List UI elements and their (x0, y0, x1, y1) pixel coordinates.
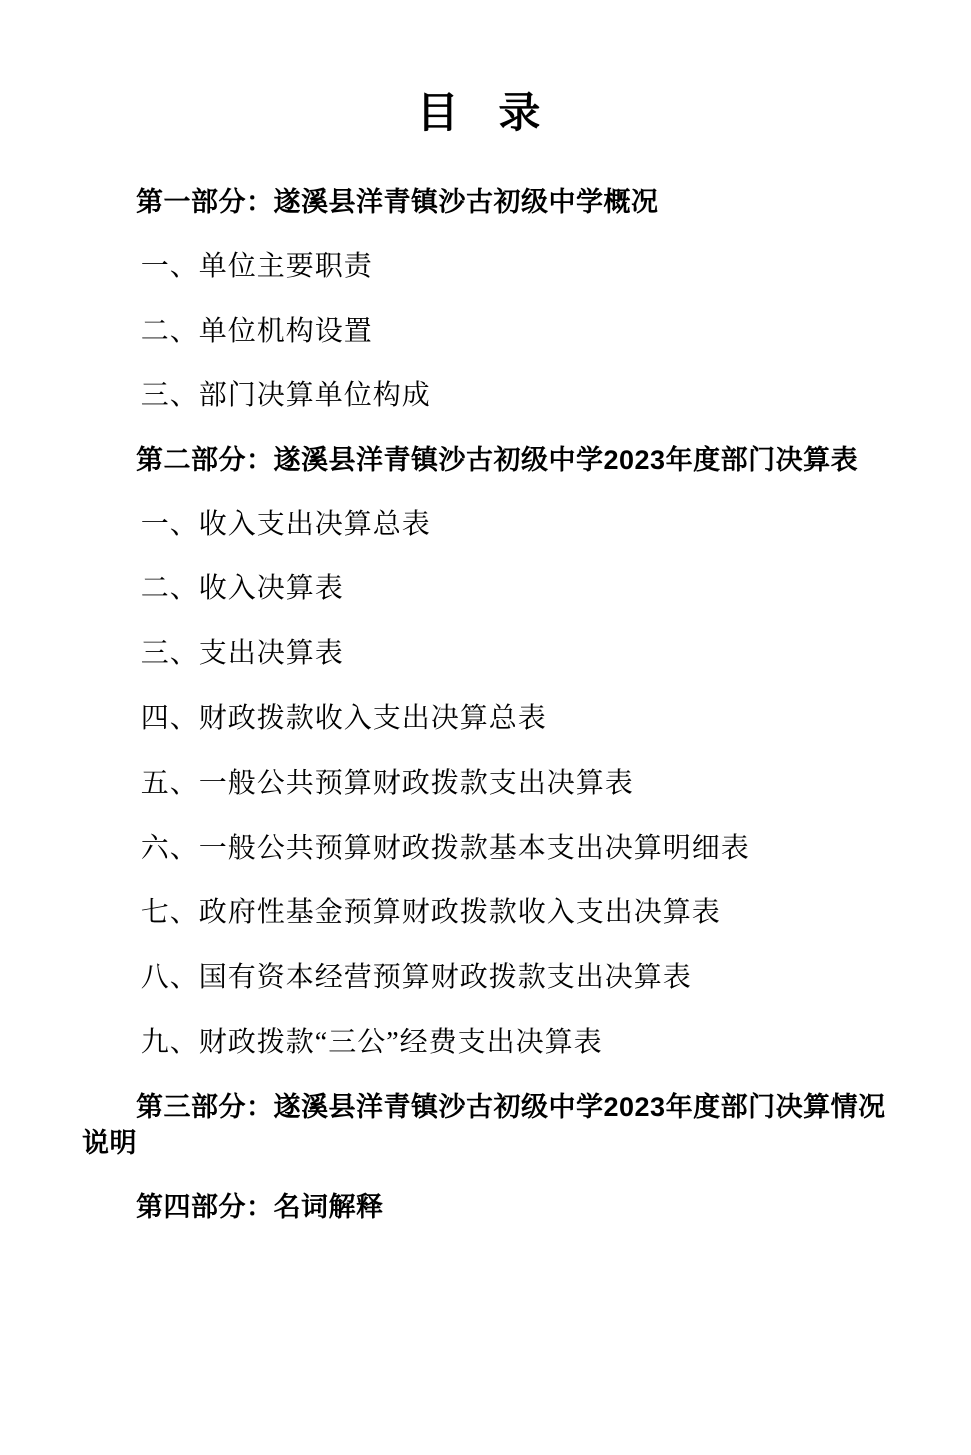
toc-item-2-5[interactable]: 五、一般公共预算财政拨款支出决算表 (140, 767, 634, 799)
toc-item-part-1[interactable]: 第一部分：遂溪县洋青镇沙古初级中学概况 (136, 187, 659, 218)
toc-item-2-9[interactable]: 九、财政拨款“三公”经费支出决算表 (140, 1027, 603, 1059)
toc-item-2-8[interactable]: 八、国有资本经营预算财政拨款支出决算表 (140, 962, 692, 994)
toc-item-1-1[interactable]: 一、单位主要职责 (140, 250, 373, 282)
toc-item-2-3[interactable]: 三、支出决算表 (140, 638, 344, 670)
toc-item-part-3[interactable]: 第三部分：遂溪县洋青镇沙古初级中学2023年度部门决算情况说明 (82, 1091, 886, 1159)
toc-item-2-2[interactable]: 二、收入决算表 (140, 573, 344, 605)
toc-item-1-2[interactable]: 二、单位机构设置 (140, 315, 373, 347)
toc-item-2-7[interactable]: 七、政府性基金预算财政拨款收入支出决算表 (140, 897, 721, 929)
table-of-contents (0, 184, 971, 1225)
toc-item-2-1[interactable]: 一、收入支出决算总表 (140, 508, 431, 540)
toc-item-1-3[interactable]: 三、部门决算单位构成 (140, 380, 431, 412)
toc-item-2-4[interactable]: 四、财政拨款收入支出决算总表 (140, 703, 547, 735)
toc-item-part-2[interactable]: 第二部分：遂溪县洋青镇沙古初级中学2023年度部门决算表 (136, 445, 859, 476)
document-page (0, 88, 971, 1455)
page-title: 目 录 (416, 89, 555, 136)
toc-item-part-4[interactable]: 第四部分：名词解释 (136, 1191, 384, 1222)
toc-item-2-6[interactable]: 六、一般公共预算财政拨款基本支出决算明细表 (140, 832, 750, 864)
